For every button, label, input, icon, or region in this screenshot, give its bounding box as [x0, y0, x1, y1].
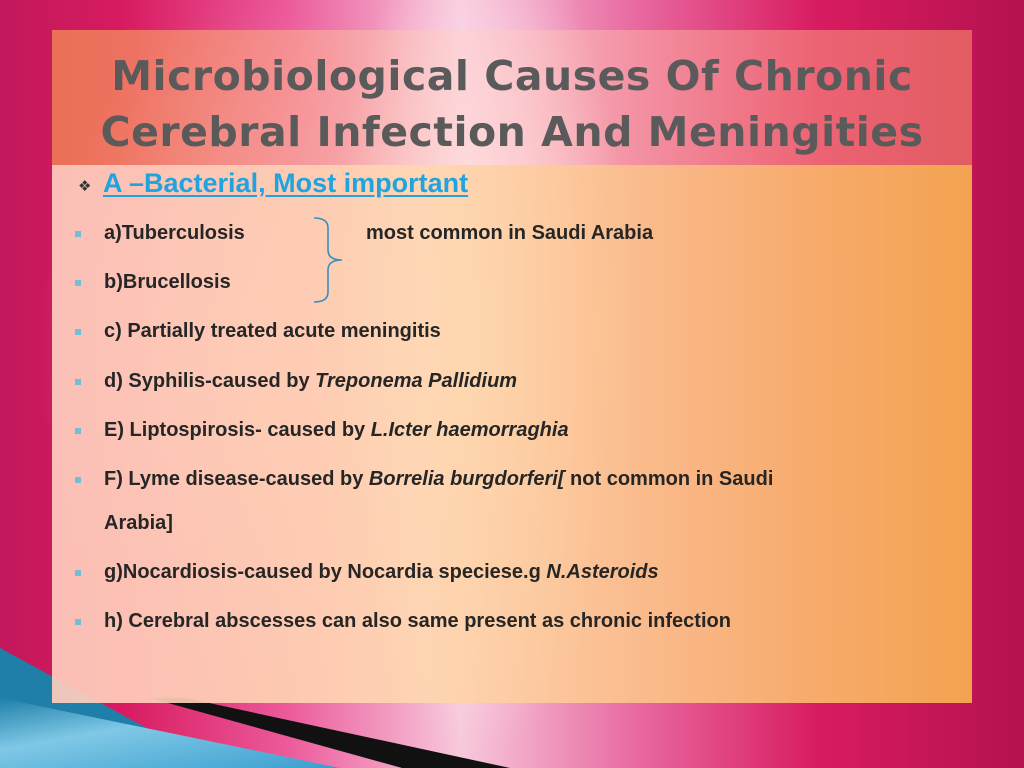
square-bullet-icon: [75, 570, 81, 576]
section-heading: [76, 168, 468, 199]
square-bullet-icon: [75, 477, 81, 483]
page-title: [52, 48, 972, 160]
diamond-bullet-icon: ❖: [78, 178, 92, 195]
list-item-text: [104, 419, 569, 442]
list-item-italic: N.Asteroids: [546, 561, 659, 583]
list-item-plain: g)Nocardiosis-caused by Nocardia speciese.g: [104, 561, 547, 583]
list-item-text: Arabia]: [104, 512, 173, 534]
list-item-text: b)Brucellosis: [104, 271, 231, 293]
square-bullet-icon: [75, 379, 81, 385]
square-bullet-icon: [75, 231, 81, 237]
list-item-plain: F) Lyme disease-caused by: [104, 468, 369, 490]
side-note: most common in Saudi Arabia: [366, 222, 654, 244]
list-item-text: [104, 561, 659, 584]
square-bullet-icon: [75, 280, 81, 286]
section-heading-text: A –Bacterial, Most important: [103, 168, 469, 198]
title-line-1: Microbiological Causes Of Chronic: [111, 52, 913, 100]
list-item-text: a)Tuberculosis: [104, 222, 245, 244]
square-bullet-icon: [75, 329, 81, 335]
list-item-text: c) Partially treated acute meningitis: [104, 320, 441, 342]
list-item-plain: E) Liptospirosis- caused by: [104, 419, 371, 441]
list-item-text: [104, 468, 773, 491]
list-item-italic: Borrelia burgdorferi[: [368, 468, 565, 490]
list-item-italic: Treponema Pallidium: [315, 370, 518, 392]
list-item-text: [104, 370, 517, 393]
list-item-plain: d) Syphilis-caused by: [104, 370, 316, 392]
list-item-italic: L.Icter haemorraghia: [370, 419, 569, 441]
list-item-after: not common in Saudi: [564, 468, 774, 490]
title-line-2: Cerebral Infection And Meningities: [100, 108, 924, 156]
list-item-text: h) Cerebral abscesses can also same present as chronic infection: [104, 610, 731, 632]
title-panel: [52, 30, 972, 165]
square-bullet-icon: [75, 428, 81, 434]
curly-brace-icon: [312, 216, 342, 304]
square-bullet-icon: [75, 619, 81, 625]
